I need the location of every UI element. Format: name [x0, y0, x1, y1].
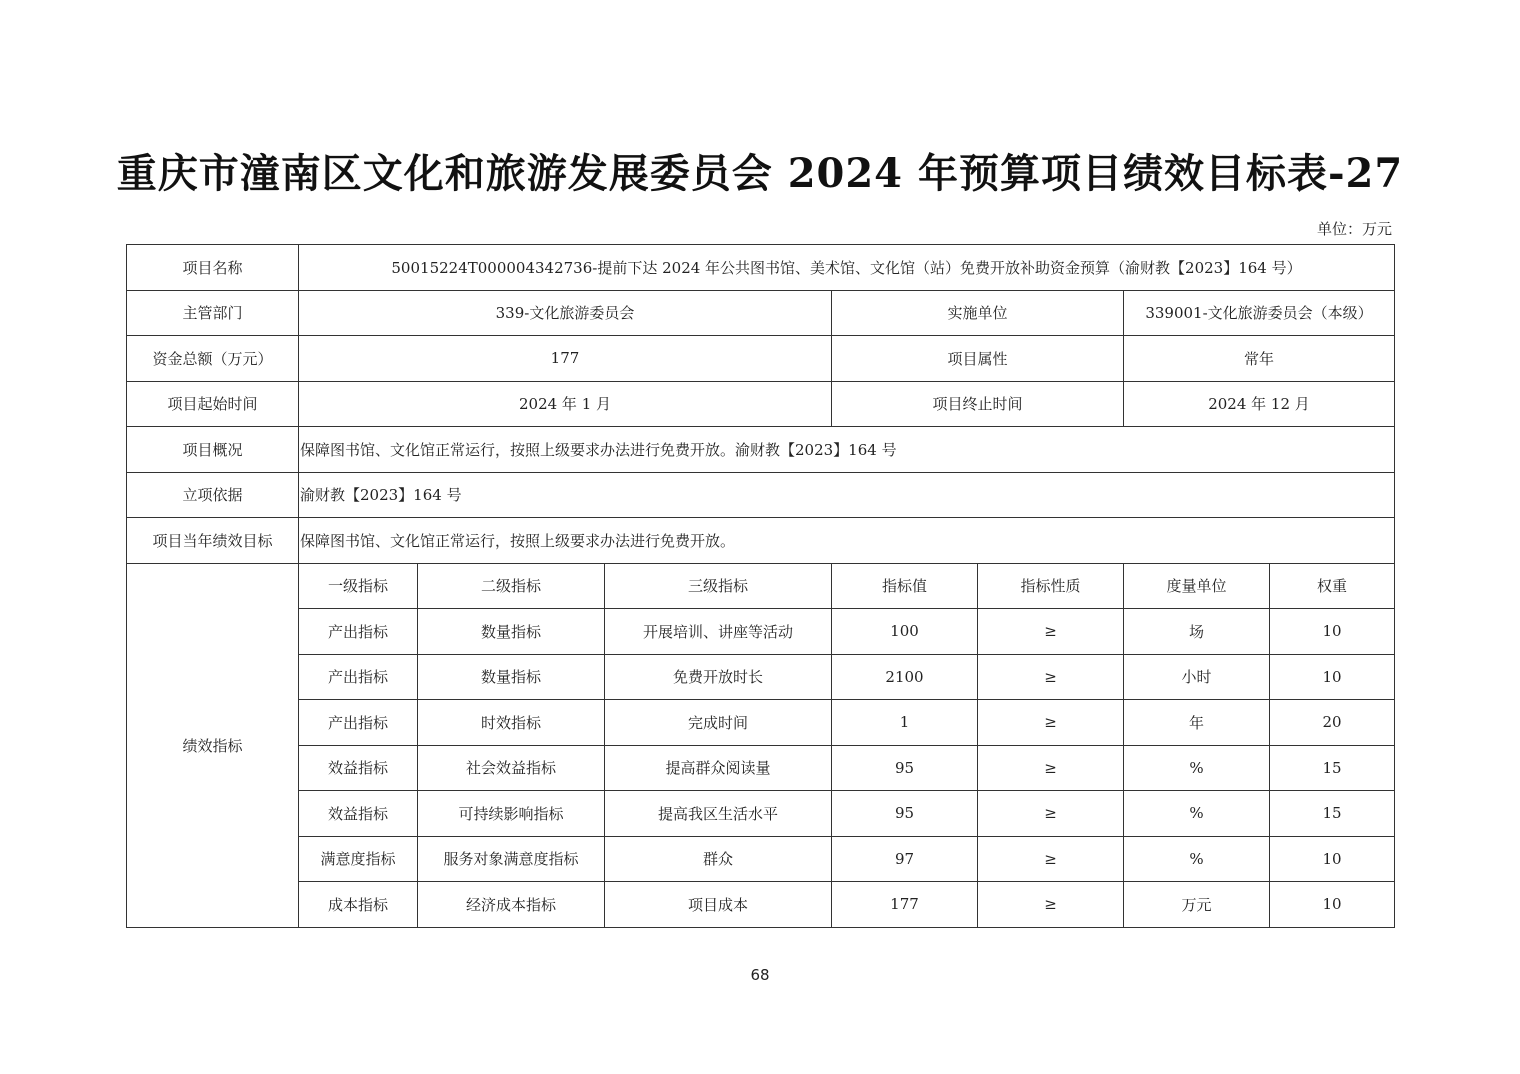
row-basis — [127, 472, 1395, 518]
header-cell: 度量单位 — [1124, 563, 1270, 609]
table-cell: % — [1124, 791, 1270, 837]
table-cell: 成本指标 — [299, 882, 418, 928]
indicator-header-row — [127, 563, 1395, 609]
table-cell: ≥ — [978, 791, 1124, 837]
attr-value: 常年 — [1124, 336, 1395, 382]
table-cell: 满意度指标 — [299, 836, 418, 882]
table-cell: 数量指标 — [418, 654, 605, 700]
table-cell: 177 — [832, 882, 978, 928]
row-project-name — [127, 245, 1395, 291]
header-cell: 指标性质 — [978, 563, 1124, 609]
table-row — [127, 882, 1395, 928]
table-cell: 小时 — [1124, 654, 1270, 700]
table-cell: 100 — [832, 609, 978, 655]
funds-value: 177 — [299, 336, 832, 382]
table-cell: 数量指标 — [418, 609, 605, 655]
row-overview — [127, 427, 1395, 473]
attr-label: 项目属性 — [832, 336, 1124, 382]
table-cell: 提高我区生活水平 — [605, 791, 832, 837]
table-cell: ≥ — [978, 700, 1124, 746]
table-cell: 群众 — [605, 836, 832, 882]
table-cell: ≥ — [978, 836, 1124, 882]
end-label: 项目终止时间 — [832, 381, 1124, 427]
start-value: 2024 年 1 月 — [299, 381, 832, 427]
table-cell: ≥ — [978, 609, 1124, 655]
table-cell: 产出指标 — [299, 654, 418, 700]
row-dept — [127, 290, 1395, 336]
table-cell: 97 — [832, 836, 978, 882]
table-cell: % — [1124, 745, 1270, 791]
table-cell: 经济成本指标 — [418, 882, 605, 928]
header-cell: 指标值 — [832, 563, 978, 609]
table-cell: ≥ — [978, 654, 1124, 700]
page-number: 68 — [750, 966, 770, 984]
header-cell: 权重 — [1270, 563, 1395, 609]
table-cell: 项目成本 — [605, 882, 832, 928]
table-cell: 社会效益指标 — [418, 745, 605, 791]
table-cell: 95 — [832, 791, 978, 837]
document-title: 重庆市潼南区文化和旅游发展委员会 2024 年预算项目绩效目标表-27 — [116, 150, 1404, 197]
header-cell: 三级指标 — [605, 563, 832, 609]
table-row — [127, 745, 1395, 791]
table-cell: 10 — [1270, 609, 1395, 655]
row-time — [127, 381, 1395, 427]
table-cell: % — [1124, 836, 1270, 882]
table-cell: 10 — [1270, 882, 1395, 928]
performance-table — [126, 244, 1395, 928]
indicators-label: 绩效指标 — [127, 563, 299, 927]
table-cell: 提高群众阅读量 — [605, 745, 832, 791]
table-cell: 产出指标 — [299, 609, 418, 655]
row-funds — [127, 336, 1395, 382]
project-name-label: 项目名称 — [127, 245, 299, 291]
table-row — [127, 791, 1395, 837]
table-cell: 2100 — [832, 654, 978, 700]
project-name-value: 50015224T000004342736-提前下达 2024 年公共图书馆、美术馆、文化馆（站）免费开放补助资金预算（渝财教【2023】164 号） — [299, 245, 1395, 291]
table-cell: 万元 — [1124, 882, 1270, 928]
overview-value: 保障图书馆、文化馆正常运行，按照上级要求办法进行免费开放。渝财教【2023】164 号 — [299, 427, 1395, 473]
table-cell: 场 — [1124, 609, 1270, 655]
table-cell: 开展培训、讲座等活动 — [605, 609, 832, 655]
table-cell: 完成时间 — [605, 700, 832, 746]
table-cell: 效益指标 — [299, 791, 418, 837]
goal-value: 保障图书馆、文化馆正常运行，按照上级要求办法进行免费开放。 — [299, 518, 1395, 564]
table-cell: 年 — [1124, 700, 1270, 746]
table-cell: 10 — [1270, 836, 1395, 882]
table-cell: ≥ — [978, 882, 1124, 928]
header-cell: 二级指标 — [418, 563, 605, 609]
table-cell: 效益指标 — [299, 745, 418, 791]
start-label: 项目起始时间 — [127, 381, 299, 427]
table-row — [127, 836, 1395, 882]
table-cell: 产出指标 — [299, 700, 418, 746]
table-cell: 可持续影响指标 — [418, 791, 605, 837]
unit-note: 单位：万元 — [1316, 220, 1392, 238]
table-cell: 时效指标 — [418, 700, 605, 746]
table-cell: 95 — [832, 745, 978, 791]
row-goal — [127, 518, 1395, 564]
table-cell: 15 — [1270, 791, 1395, 837]
table-cell: 10 — [1270, 654, 1395, 700]
table-row — [127, 654, 1395, 700]
table-row — [127, 609, 1395, 655]
funds-label: 资金总额（万元） — [127, 336, 299, 382]
table-cell: 免费开放时长 — [605, 654, 832, 700]
table-cell: 1 — [832, 700, 978, 746]
impl-label: 实施单位 — [832, 290, 1124, 336]
table-cell: 20 — [1270, 700, 1395, 746]
table-cell: 15 — [1270, 745, 1395, 791]
basis-label: 立项依据 — [127, 472, 299, 518]
basis-value: 渝财教【2023】164 号 — [299, 472, 1395, 518]
goal-label: 项目当年绩效目标 — [127, 518, 299, 564]
table-cell: ≥ — [978, 745, 1124, 791]
impl-value: 339001-文化旅游委员会（本级） — [1124, 290, 1395, 336]
header-cell: 一级指标 — [299, 563, 418, 609]
overview-label: 项目概况 — [127, 427, 299, 473]
dept-value: 339-文化旅游委员会 — [299, 290, 832, 336]
table-row — [127, 700, 1395, 746]
table-cell: 服务对象满意度指标 — [418, 836, 605, 882]
end-value: 2024 年 12 月 — [1124, 381, 1395, 427]
dept-label: 主管部门 — [127, 290, 299, 336]
